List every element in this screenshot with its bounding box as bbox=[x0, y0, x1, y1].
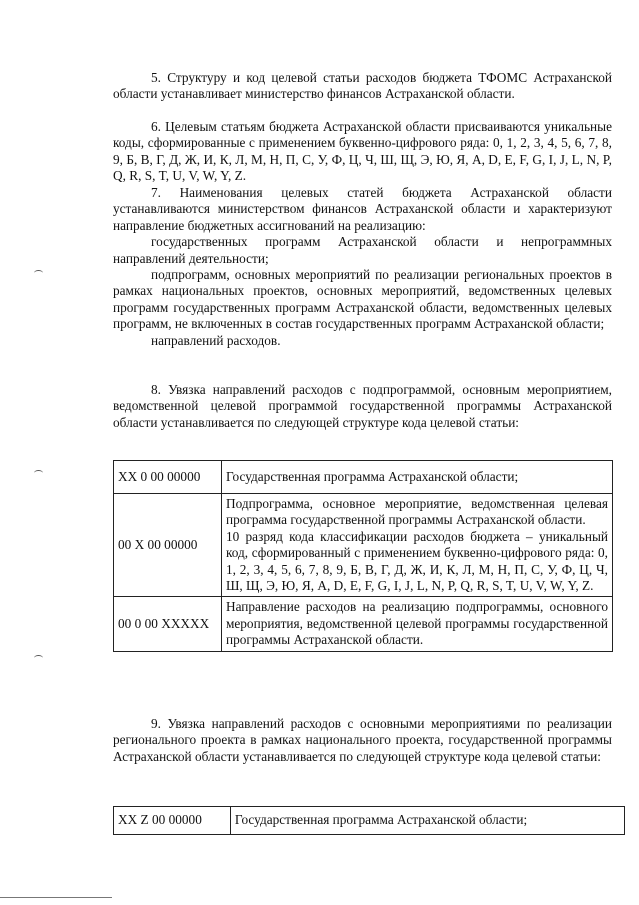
code-structure-table-1 bbox=[113, 460, 613, 652]
table-code-cell: 00 0 00 ХХХХХ bbox=[114, 597, 222, 651]
table-desc-text: Государственная программа Астраханской области; bbox=[225, 468, 519, 484]
section-7-item: государственных программ Астраханской области и непрограммных направлений деятельности; bbox=[113, 234, 612, 266]
section-9-text: 9. Увязка направлений расходов с основными мероприятиями по реализации регионального проекта в рамках национального проекта, государственной программы Астраханской области устанавливается по следующей структуре кода целевой статьи: bbox=[113, 716, 612, 764]
table-desc-text: Направление расходов на реализацию подпрограммы, основного мероприятия, ведомственной целевой программы государственной программы Астраханской области. bbox=[225, 599, 608, 648]
section-7-item: подпрограмм, основных мероприятий по реализации региональных проектов в рамках национальных проектов, основных мероприятий, ведомственных целевых программ государственных программ Астраханской области, ведомственных целевых программ, не включенных в состав государственных программ Астраханской области; bbox=[113, 267, 612, 332]
table-code-cell: 00 Х 00 00000 bbox=[114, 494, 222, 597]
section-6-text: 6. Целевым статьям бюджета Астраханской области присваиваются уникальные коды, сформированные с применением буквенно-цифрового ряда: 0, 1, 2, 3, 4, 5, 6, 7, 8, 9, Б, В, Г, Д, Ж, И, К, Л, М, Н, П, С, У, Ф, Ц, Ч, Ш, Щ, Э, Ю, Я, A, D, E, F, G, I, J, L, N, P, Q, R, S, T, U, V, W, Y, Z. bbox=[113, 119, 612, 184]
section-5 bbox=[113, 70, 612, 103]
section-6 bbox=[113, 119, 612, 185]
binding-hole-mark bbox=[34, 270, 43, 276]
table-code-cell: ХХ Z 00 00000 bbox=[114, 807, 231, 835]
table-desc-text: Государственная программа Астраханской области; bbox=[234, 812, 528, 828]
binding-hole-mark bbox=[34, 470, 43, 476]
section-7-item: направлений расходов. bbox=[151, 332, 281, 348]
section-5-text: 5. Структуру и код целевой статьи расходов бюджета ТФОМС Астраханской области устанавливает министерство финансов Астраханской области. bbox=[113, 70, 612, 102]
table-row bbox=[114, 461, 613, 494]
table-desc-cell bbox=[230, 807, 624, 835]
table-desc-cell bbox=[221, 597, 612, 651]
section-9 bbox=[113, 716, 612, 765]
footer-rule bbox=[0, 897, 112, 898]
table-desc-text: Подпрограмма, основное мероприятие, ведомственная целевая программа государственной программы Астраханской области. bbox=[225, 496, 608, 528]
section-8 bbox=[113, 382, 612, 431]
table-row bbox=[114, 494, 613, 597]
table-desc-cell bbox=[221, 461, 612, 494]
binding-hole-mark bbox=[34, 655, 43, 661]
table-desc-text: 10 разряд кода классификации расходов бюджета – уникальный код, сформированный с применением буквенно-цифрового ряда: 0, 1, 2, 3, 4, 5, 6, 7, 8, 9, Б, В, Г, Д, Ж, И, К, Л, М, Н, П, С, У, Ф, Ц, Ч, Ш, Щ, Э, Ю, Я, A, D, E, F, G, I, J, L, N, P, Q, R, S, T, U, V, W, Y, Z. bbox=[225, 528, 608, 594]
table-code-cell: ХХ 0 00 00000 bbox=[114, 461, 222, 494]
section-8-text: 8. Увязка направлений расходов с подпрограммой, основным мероприятием, ведомственной целевой программой государственной программы Астраханской области устанавливается по следующей структуре кода целевой статьи: bbox=[113, 382, 612, 430]
table-row bbox=[114, 807, 625, 835]
table-desc-cell bbox=[221, 494, 612, 597]
section-7-text: 7. Наименования целевых статей бюджета Астраханской области устанавливаются министерством финансов Астраханской области и характеризуют направление бюджетных ассигнований на реализацию: bbox=[113, 185, 612, 233]
table-row bbox=[114, 597, 613, 651]
section-7 bbox=[113, 185, 612, 349]
code-structure-table-2 bbox=[113, 806, 625, 835]
